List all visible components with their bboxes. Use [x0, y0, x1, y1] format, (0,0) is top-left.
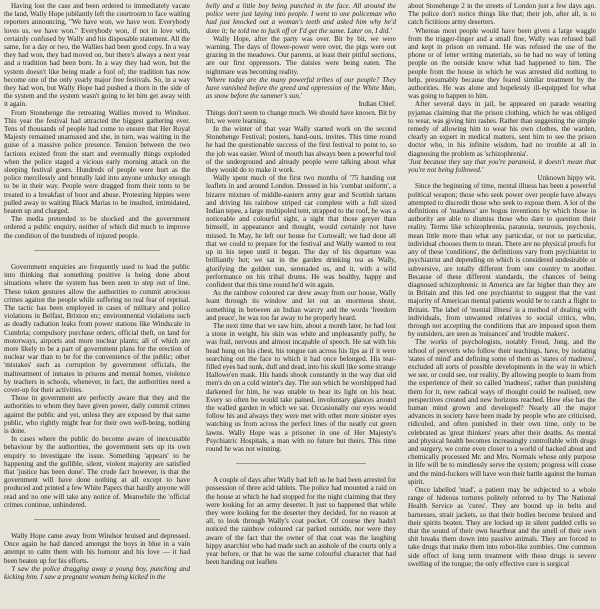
quote-attribution: Indian Chief. [358, 100, 396, 109]
paragraph: From Stonehenge the retreating Wallies moved to Windsor. This year the festival had attracted the biggest gathering ever. Tens of thousands of people had come to ensure that Her Royal Majesty remained unamused and she, in turn, was waiting in the guise of a massive police presence. Tension between the two factions existed from the start and eventually things exploded when the police staged a vicious early morning attack on the sleeping festival goers. Hundreds of people were hurt as the police mercilessly and brutally laid into anyone unlucky enough to be in their way. People were dragged from their tents to be treated to a breakfast of boot and abuse. Protesting hippies were pulled away to waiting Black Marias to be insulted, intimidated, beaten up and charged. [4, 108, 190, 216]
paragraph: As the rainbow coloured car drew away from our house, Wally leant through its window and let out an enormous shout, something in between an Indian warcry and the words 'freedom and peace', he was too far away to be properly heard. [206, 289, 396, 322]
paragraph: After several days in jail, he appeared on parade wearing pyjamas claiming that the prison clothing, which he was obliged to wear, was giving him rashes. Rather than suggesting the simple remedy of allowing him to wear his own clothes, the warden, clearly an expert in medical matters, sent him to see the prison doctor who, in his infinite wisdom, had no trouble at all in diagnosing the problem as 'schizophrenia'. [408, 100, 596, 158]
paragraph: A couple of days after Wally had left us he had been arrested for possession of three acid tablets. The police had mounted a raid on the house at which he had stopped for the night claiming that they were looking for an army deserter. It just so happened that while they were looking for the deserter they decided, for no reason at all, to look through Wally's coat pocket. Of course they hadn't noticed the rainbow coloured car parked outside, nor were they aware of the fact that the owner of that coat was the laughing hippy anarchist who had made such an asshole of the courts only a year before, or that he was the same colourful character that had been handing out leaflets [206, 476, 396, 567]
paragraph: Things don't seem to change much. We should have known. Bit by bit, we were learning. [206, 108, 396, 125]
paragraph: In cases where the public do become aware of inexcusable behaviour by the authorities, the government sets up its own enquiry to investigate the issue. Something 'appears' to be happening and the gullible, silent, violent majority are satisfied that 'justice has been done'. The crude fact however, is that the government will have done nothing at all except to have produced and printed a few White Papers that hardly anyone will read and no one will take any notice of. Meanwhile the 'official crimes continue, unhindered. [4, 435, 190, 509]
text-column-right [408, 2, 596, 606]
text-column-left [4, 2, 190, 606]
section-divider [34, 250, 160, 251]
paragraph: Having lost the case and been ordered to immediately vacate the land, Wally Hope jubilantly left the courtroom to face waiting reporters announcing, "We have won, we have won. Everybody loves us, we have won." Everybody won, if not in love with, certainly confused by Wally and his disposable statement. All the same, for a day or two, the Wallies had been good copy. In a way they had won, they had moved on, but there's always a next year and a tradition had been born. In a way they had won, but the system doesn't like being made a fool of; the tradition has now become one of the only yearly major free festivals. So, in a way they had won, but Wally Hope had pushed a thorn in the side of the system and the system wasn't going to let him get away with it again. [4, 2, 190, 109]
section-divider [236, 463, 366, 464]
paragraph: Whereas most people would have been given a large waggle from the trigger-finger and a small fine, Wally was refused bail and kept in prison on remand. He was refused the use of the phone or of letter writing materials, so he had no way of letting people on the outside know what had happened to him. The people from the house in which he was arrested did nothing to help, presumably because they feared similar treatment by the authorities. He was alone and hopelessly ill-equipped for what was going to happen to him. [408, 26, 596, 101]
quote-attribution: Unknown hippy wit. [537, 174, 596, 183]
paragraph: Wally Hope came away from Windsor bruised and depressed. Once again he had danced amongst the boys in blue in a vain attempt to calm them with his humour and his love — it had been beaten up for his efforts. [4, 531, 190, 565]
section-divider [34, 519, 160, 520]
paragraph: Those in government are perfectly aware that they and the authorities to whom they have given power, daily commit crimes against the public and yet, unless they are exposed by that same public, who rightly might fear for their own well-being, nothing is done. [4, 394, 190, 435]
paragraph: The media pretended to be shocked and the government ordered a public enquiry, neither of which did much to improve the condition of the hundreds of injured people. [4, 215, 190, 240]
quote-paragraph: belly and a little boy being punched in the face. All around the police were just laying into people. I went to one policeman who had just knocked out a woman's teeth and asked him why he'd done it; he told me to fuck off or I'd get the same. Later on, I did.' [206, 2, 396, 35]
paragraph: Once labelled 'mad', a patient may be subjected to a whole range of hideous tortures politely referred to by The National Health Service as 'cures'. They are bound up in belts and harnesses, strait jackets, so that their bodies become bruised and their spirits beaten. They are locked up in silent padded cells so that the sound of their own heartbeat and the smell of their own shit breaks them down into passive animals. They are forced to take drugs that make them into robot-like zombies. One common side effect of long term treatment with these drugs is severe swelling of the tongue; the only effective cure is surgical [408, 485, 596, 568]
paragraph: Wally spent much of the first two months of '75 handing out leaflets in and around London. Dressed in his 'combat uniform', a bizarre mixture of middle-eastern army gear and Scottish tartans and driving his rainbow striped car complete with a full sized Indian tepee, a large multipoled tent, strapped to the roof, he was a noticeable and colourful sight, a sight that those greyer than himself, in appearance and thought, would certainly not have missed. In May, he left our house for Cornwall; we had done all that we could to prepare for the festival and Wally wanted to rest up in his tepee until it began. The day of his departure was brilliantly hot; we sat in the garden drinking tea as Wally, glorifying the golden sun, serenaded us, and it, with a wild performance on his tribal drums. He was healthy, happy and confident that this time round he'd win again. [206, 174, 396, 289]
text-column-middle [206, 2, 396, 606]
paragraph: Government enquiries are frequently used to lead the public into thinking that something positive is being done about situations where the system has been seen to step out of line. These token gestures allow the authorities to commit atrocious crimes against the people while suffering no real fear of reprisal. The tactic has been employed in cases of military and police violations in Belfast, Brixton etc; environmental violations such as deadly radiation leaks from power stations like Windscale in Cumbria; compulsory purchase orders, official theft, on land for motorways, airports and more nuclear plants; all of which are more likely to be a part of government plans for the erection of nuclear war than to be for the convenience of the public; other 'mistakes' such as corruption by government officials, the maltreatment of inmates in prisons and mental homes, violence by teachers in schools, whenever, in fact, the authorities need a cover-up for their activities. [4, 262, 190, 394]
paragraph: about Stonehenge 2 in the streets of London just a few days ago. The police don't notice things like that; their job, after all, is to catch fictitious army deserters. [408, 2, 596, 27]
paragraph: Wally Hope, after the party was over. Bit by bit, we were warning. The days of flower-power were over, the pigs were out grazing in the meadows. Our parents, at least their pitiful sections, are our first oppressors. The daisies were being eaten. The nightmare was becoming reality. [206, 34, 396, 76]
quote-paragraph: 'Just because they say that you're paranoid, it doesn't mean that you're not being followed.' [408, 157, 596, 175]
quote-paragraph: 'I saw the police dragging away a young boy, punching and kicking him. I saw a pregnant woman being kicked in the [4, 564, 190, 581]
paragraph: The works of psychologists, notably Freud, Jung, and the school of perverts who follow their teachings, have, by isolating 'states of mind' and defining some of them as 'states of madness', excluded all sorts of possible developments in the way in which we see, or could see, our reality. By allowing people to learn from the experience of their so called 'madness', rather than punishing them for it, new radical ways of thought could be realised, new perspectives created and new horizons reached. How else has the human mind grown and developed? Nearly all the major advances in society have been made by people who are criticised, ridiculed, and often punished in their own time, only to be celebrated as 'great thinkers' years after their deaths. As mental and physical health becomes increasingly controllable with drugs and surgery, we come even closer to a world of hacked about and chemically processed Mr. and Mrs. Normals whose only purpose in life will be to mindlessly serve the system; progress will cease and the mind-fuckers will have won their battle against the human spirit. [408, 338, 596, 486]
paragraph: The next time that we saw him, about a month later, he had lost a stone in weight, his skin was white and unpleasantly puffy, he was frail, nervous and almost incapable of speech. He sat with his head hung on his chest, his tongue ran across his lips as if it were searching out the face to which it had once belonged. His tear-filled eyes had sunk, dull and dead, into his skull like some strange Hallowe'en mask. His hands shook constantly in the way that old men's do on a cold winter's day. The sun which he worshipped had darkened for him, he was unable to bear its light on his beat. Every so often he would take pained, involuntary glances around the walled garden in which we sat. Occasionally our eyes would follow his and always they were met with other more sinister eyes watching us from across the perfect lines of the neatly cut green lawns. Wally Hope was a prisoner in one of Her Majesty's Psychiatric Hospitals, a man with no future but theirs. This time round he was not winning. [206, 321, 396, 453]
paragraph: Since the beginning of time, mental illness has been a powerful political weapon; those who seek power over people have always attempted to discredit those who seek to expose them. A lot of the definitions of 'madness' are bogus inventions by which those in authority are able to dismiss those who dare to question their reality. Terms like schizophrenia, paranoia, neurosis, psychosis, mean little more than what any particular, or not so particular, individual chooses them to mean. There are no physical proofs for any of these 'conditions', the definitions vary from psychiatrist to psychiatrist and depending on which is considered undesirable or subversive, are totally different from one country to another. Because of these different standards, the chances of being diagnosed schizophrenic in America are far higher than they are in Britain and this led one psychiatrist to suggest that the vast majority of American mental patients would be to catch a flight to Britain. The label of 'mental illness' is a method of dealing with individuals, from unwanted relatives to social critics, who, through not accepting the conditions that are imposed upon them by outsiders, are seen as 'nuisances' and 'trouble makers'. [408, 182, 596, 339]
quote-paragraph: 'Where today are the many powerful tribes of our people? They have vanished before the greed and oppression of the White Man, as snow before the summer's sun.' [206, 75, 396, 101]
paragraph: In the winter of that year Wally started work on the second Stonehenge Festival; posters, hand-outs, invites. This time round he had the questionable success of the first festival to point to, so the job was easier. Word of mouth has always been a powerful tool of the underground and already people were talking about what they would do to make it work. [206, 125, 396, 175]
